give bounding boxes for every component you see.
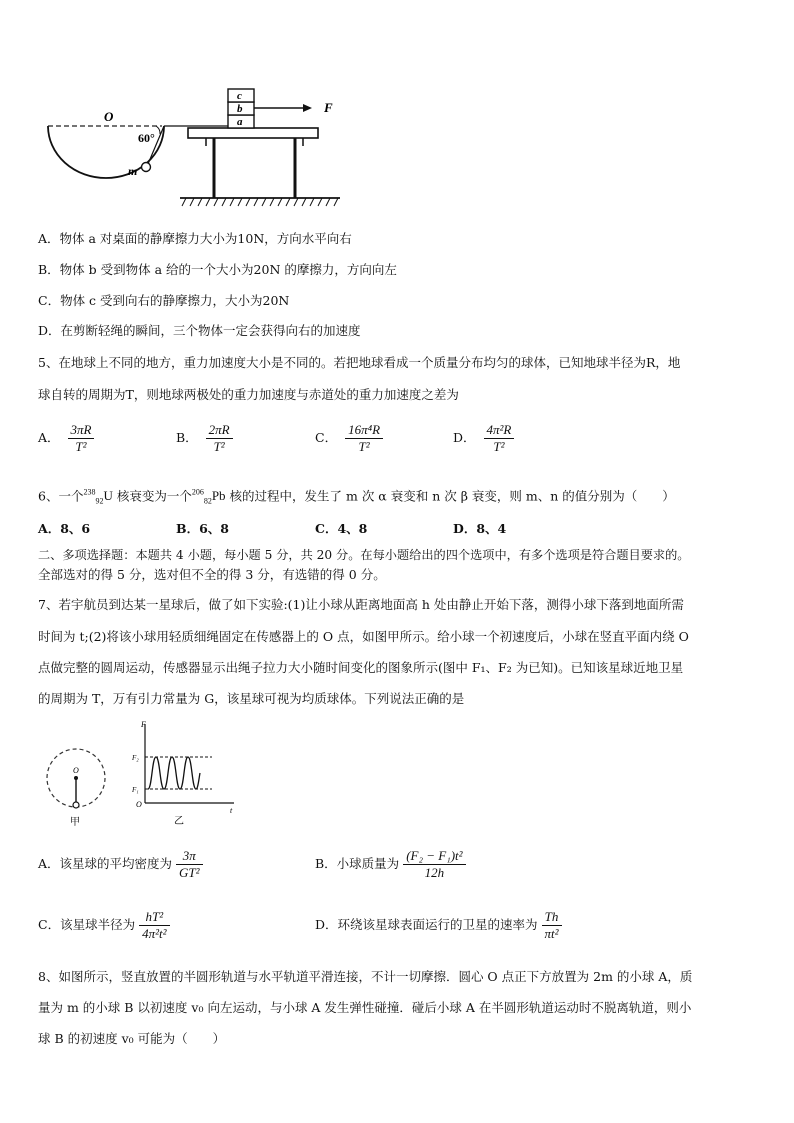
q5-stem-line1: 5、在地球上不同的地方，重力加速度大小是不同的。若把地球看成一个质量分布均匀的球体，已知地球半径为R，地	[38, 355, 681, 370]
q7-option-a[interactable]	[38, 848, 203, 881]
q7-d-fraction	[542, 909, 562, 942]
yi-label-f: F	[141, 720, 146, 729]
q6-u-sym: U	[103, 488, 113, 504]
label-angle: 60°	[138, 131, 155, 145]
q5-a-den: T²	[75, 439, 87, 454]
q5-b-num: 2πR	[206, 422, 233, 439]
yi-label-f1: F₁	[132, 786, 139, 794]
q6-pb-num: 82	[203, 496, 212, 506]
jia-label-o: O	[73, 766, 79, 775]
q8-stem-line3: 球 B 的初速度 v₀ 可能为（ ）	[38, 1031, 226, 1046]
q6-option-a[interactable]: A．8、6	[38, 521, 91, 536]
q7-b-den: 12h	[424, 865, 445, 880]
label-c: c	[237, 90, 242, 102]
q4-option-a[interactable]: A．物体 a 对桌面的静摩擦力大小为10N，方向水平向右	[38, 231, 352, 246]
q8-stem-line2: 量为 m 的小球 B 以初速度 v₀ 向左运动，与小球 A 发生弹性碰撞．碰后小球 A 在半圆形轨道运动时不脱离轨道，则小	[38, 1000, 692, 1015]
q6-option-b[interactable]: B．6、8	[176, 521, 229, 536]
label-o: O	[104, 109, 114, 124]
q7-option-b[interactable]	[315, 848, 466, 881]
section2-line1: 二、多项选择题：本题共 4 小题，每小题 5 分，共 20 分。在每小题给出的四个选项中，有多个选项是符合题目要求的。	[38, 548, 690, 562]
label-b: b	[237, 103, 243, 115]
q6-option-d[interactable]: D．8、4	[453, 521, 507, 536]
q5-b-label: B．	[176, 430, 198, 445]
ball	[73, 802, 79, 808]
q5-option-b[interactable]	[176, 422, 233, 455]
section2-line2: 全部选对的得 5 分，选对但不全的得 3 分，有选错的得 0 分。	[38, 567, 386, 582]
q6-prefix: 6、一个	[38, 488, 84, 504]
yi-caption: 乙	[174, 816, 184, 827]
q8-stem-line1: 8、如图所示，竖直放置的半圆形轨道与水平轨道平滑连接，不计一切摩擦．圆心 O 点正下方放置为 2m 的小球 A，质	[38, 969, 693, 984]
q7-option-d[interactable]	[315, 909, 562, 942]
q7-a-fraction	[176, 848, 203, 881]
q6-lead	[191, 488, 226, 506]
q5-option-a[interactable]	[38, 422, 94, 455]
q5-d-fraction	[484, 422, 515, 455]
q5-c-den: T²	[358, 439, 370, 454]
q7-stem-line3: 点做完整的圆周运动，传感器显示出绳子拉力大小随时间变化的图象所示(图中 F₁、F₂ 为已知)。已知该星球近地卫星	[38, 660, 684, 675]
q6-stem	[38, 484, 675, 511]
jia-caption: 甲	[70, 817, 80, 828]
q7-c-den: 4π²t²	[142, 926, 167, 941]
q4-option-b[interactable]: B．物体 b 受到物体 a 给的一个大小为20N 的摩擦力，方向向左	[38, 262, 397, 277]
q5-d-den: T²	[493, 439, 505, 454]
q6-pb-sym: Pb	[211, 488, 226, 504]
label-f: F	[324, 100, 333, 115]
q5-b-fraction	[206, 422, 233, 455]
q5-c-fraction	[345, 422, 383, 455]
q7-figure-jia	[40, 742, 110, 832]
q7-c-num: hT²	[139, 909, 169, 926]
q5-option-c[interactable]	[315, 422, 383, 455]
q7-a-den: GT²	[179, 865, 200, 880]
q5-a-num: 3πR	[68, 422, 95, 439]
yi-label-o: O	[136, 800, 142, 809]
q6-uranium	[83, 488, 113, 506]
q7-b-text: B．小球质量为	[315, 856, 400, 871]
q5-c-label: C．	[315, 430, 338, 445]
q7-a-num: 3π	[176, 848, 203, 865]
q7-stem-line2: 时间为 t;(2)将该小球用轻质细绳固定在传感器上的 O 点，如图甲所示。给小球一个初速度后，小球在竖直平面内绕 O	[38, 629, 689, 644]
tension-curve	[148, 757, 200, 789]
q6-u-mass: 238	[83, 488, 96, 497]
q7-stem-line4: 的周期为 T，万有引力常量为 G，该星球可视为均质球体。下列说法正确的是	[38, 691, 465, 706]
q4-figure	[40, 88, 350, 213]
q7-a-text: A．该星球的平均密度为	[38, 856, 173, 871]
q5-d-label: D．	[453, 430, 476, 445]
q5-a-label: A．	[38, 430, 60, 445]
q5-c-num: 16π⁴R	[345, 422, 383, 439]
label-m: m	[128, 164, 138, 178]
ball-m	[142, 163, 151, 172]
yi-label-f2: F₂	[132, 754, 139, 762]
pivot-o	[74, 776, 78, 780]
q6-mid: 核衰变为一个	[112, 488, 192, 504]
q6-option-c[interactable]: C．4、8	[315, 521, 368, 536]
label-a: a	[237, 116, 243, 128]
yi-label-t: t	[230, 806, 233, 815]
q6-pb-mass: 206	[191, 488, 204, 497]
arrow-head-icon	[303, 104, 312, 112]
q7-c-fraction	[139, 909, 169, 942]
q7-stem-line1: 7、若宇航员到达某一星球后，做了如下实验:(1)让小球从距离地面高 h 处由静止开始下落，测得小球下落到地面所需	[38, 597, 684, 612]
q5-a-fraction	[68, 422, 95, 455]
q5-b-den: T²	[213, 439, 225, 454]
q4-option-c[interactable]: C．物体 c 受到向右的静摩擦力，大小为20N	[38, 293, 290, 308]
q7-c-text: C．该星球半径为	[38, 917, 136, 932]
q6-u-num: 92	[95, 496, 104, 506]
q7-option-c[interactable]	[38, 909, 170, 942]
q5-stem-line2: 球自转的周期为T，则地球两极处的重力加速度与赤道处的重力加速度之差为	[38, 387, 459, 402]
q5-option-d[interactable]	[453, 422, 514, 455]
table-top	[188, 128, 318, 138]
q7-d-num: Th	[542, 909, 562, 926]
q7-d-den: πt²	[544, 926, 559, 941]
q7-b-fraction	[403, 848, 465, 881]
q6-suffix: 核的过程中，发生了 m 次 α 衰变和 n 次 β 衰变，则 m、n 的值分别为（ ）	[225, 488, 675, 504]
q4-option-d[interactable]: D．在剪断轻绳的瞬间，三个物体一定会获得向右的加速度	[38, 323, 361, 338]
q5-d-num: 4π²R	[484, 422, 515, 439]
q7-b-num: (F₂ − F₁)t²	[403, 848, 465, 865]
q7-d-text: D．环绕该星球表面运行的卫星的速率为	[315, 917, 538, 932]
q7-figure-yi	[128, 718, 238, 828]
